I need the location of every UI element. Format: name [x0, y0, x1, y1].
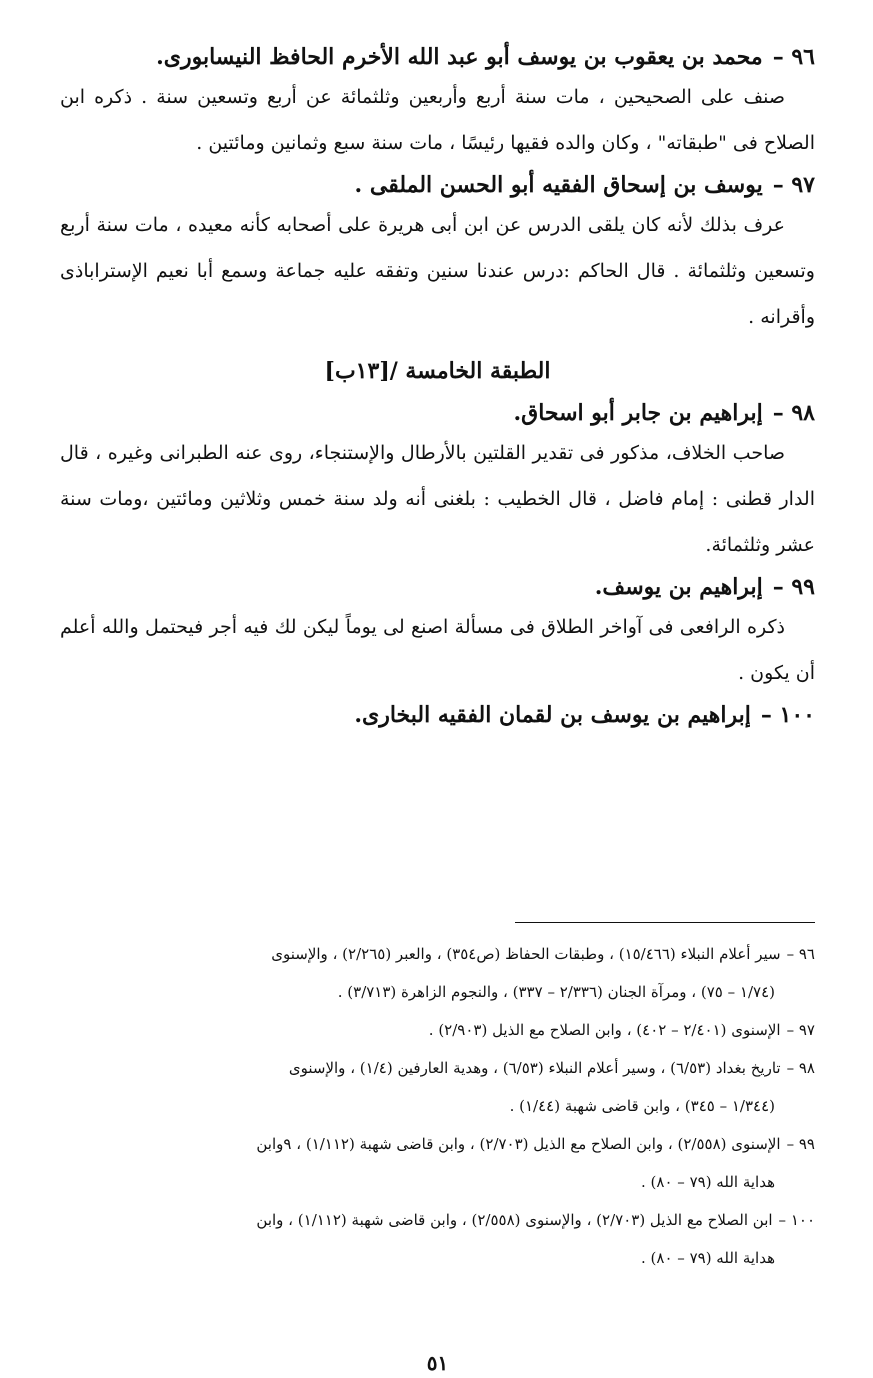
text-line: ذكره ابن الصلاح فى "طبقاته" ، وكان والده فقيها رئيسًا ، مات سنة سبع وثمانين — [60, 86, 815, 154]
entry-title: محمد بن يعقوب بن يوسف أبو عبد الله الأخرم الحافظ النيسابورى. — [156, 44, 763, 70]
entry-paragraph — [60, 430, 815, 568]
footnote-text: تاريخ بغداد (٦/٥٣) ، وسير أعلام النبلاء (٦/٥٣) ، وهدية العارفين (١/٤) ، والإسنوى — [288, 1059, 781, 1077]
entry-number: ٩٧ – — [772, 172, 815, 198]
section-title: الطبقة الخامسة /[١٣ب] — [324, 358, 551, 384]
footnote-text: ابن الصلاح مع الذيل (٢/٧٠٣) ، والإسنوى (٢/٥٥٨) ، وابن قاضى شهبة (١/١١٢) ، وابن — [256, 1211, 773, 1229]
book-page — [60, 40, 815, 1375]
entry-paragraph — [60, 604, 815, 696]
footnote-text: (١/٧٤ – ٧٥) ، ومرآة الجنان (٢/٣٣٦ – ٣٣٧) ، والنجوم الزاهرة (٣/٧١٣) . — [337, 983, 775, 1001]
text-line: وغيره ، قال الدار قطنى : إمام فاضل ، قال الخطيب : بلغنى أنه ولد سنة خمس وثلاثين — [60, 442, 815, 510]
entry-paragraph — [60, 74, 815, 166]
entry-title: إبراهيم بن يوسف بن لقمان الفقيه البخارى. — [354, 702, 751, 728]
entry-100 — [60, 698, 815, 732]
entry-paragraph — [60, 202, 815, 340]
text-line: صنف على الصحيحين ، مات سنة أربع وأربعين وثلثمائة عن أربع وتسعين سنة . — [141, 86, 785, 108]
text-line: ومائتين ،ومات سنة عشر وثلثمائة. — [60, 488, 815, 556]
text-line: ومائتين . — [196, 132, 265, 154]
entry-98 — [60, 396, 815, 568]
entry-title: إبراهيم بن جابر أبو اسحاق. — [513, 400, 763, 426]
entry-number: ٩٨ – — [772, 400, 815, 426]
footnote — [60, 1125, 815, 1201]
footnotes — [60, 935, 815, 1277]
entry-heading — [60, 168, 815, 202]
text-line: أبا نعيم الإستراباذى وأقرانه . — [60, 260, 815, 328]
entry-heading — [60, 570, 815, 604]
footnote-text: الإسنوى (٢/٥٥٨) ، وابن الصلاح مع الذيل (٢/٧٠٣) ، وابن قاضى شهبة (١/١١٢) ، ٩وابن — [256, 1135, 781, 1153]
text-line: مات سنة أربع وتسعين وثلثمائة . قال الحاكم :درس عندنا سنين وتفقه عليه جماعة وسمع — [60, 214, 815, 282]
text-line: والله أعلم أن يكون . — [60, 616, 815, 684]
entry-97 — [60, 168, 815, 340]
entry-number: ٩٩ – — [772, 574, 815, 600]
entry-heading — [60, 396, 815, 430]
page-number: ٥١ — [426, 1351, 449, 1375]
footnote-number: ٩٧ – — [786, 1021, 815, 1039]
footnote-number: ٩٨ – — [786, 1059, 815, 1077]
footnote-divider — [515, 922, 815, 923]
footnote-number: ٩٦ – — [786, 945, 815, 963]
footnote-number: ١٠٠ – — [778, 1211, 815, 1229]
footnote-text: (١/٣٤٤ – ٣٤٥) ، وابن قاضى شهبة (١/٤٤) . — [509, 1097, 775, 1115]
entry-heading — [60, 40, 815, 74]
entry-99 — [60, 570, 815, 696]
footnote-number: ٩٩ – — [786, 1135, 815, 1153]
footnote-text: سير أعلام النبلاء (١٥/٤٦٦) ، وطبقات الحفاظ (ص٣٥٤) ، والعبر (٢/٢٦٥) ، والإسنوى — [271, 945, 781, 963]
text-line: ذكره الرافعى فى آواخر الطلاق فى مسألة اصنع لى يوماً ليكن لك فيه أجر فيحتمل — [144, 616, 785, 638]
entry-title: إبراهيم بن يوسف. — [594, 574, 763, 600]
footnote — [60, 935, 815, 1011]
text-line: عرف بذلك لأنه كان يلقى الدرس عن ابن أبى هريرة على أصحابه كأنه معيده ، — [175, 214, 785, 236]
entry-title: يوسف بن إسحاق الفقيه أبو الحسن الملقى . — [354, 172, 763, 198]
text-line: صاحب الخلاف، مذكور فى تقدير القلتين بالأرطال والإستنجاء، روى عنه الطبرانى — [159, 442, 785, 464]
footnote — [60, 1011, 815, 1049]
footnote-text: الإسنوى (٢/٤٠١ – ٤٠٢) ، وابن الصلاح مع الذيل (٢/٩٠٣) . — [428, 1021, 781, 1039]
footnote-text: هداية الله (٧٩ – ٨٠) . — [641, 1173, 775, 1191]
footnote — [60, 1049, 815, 1125]
main-text — [60, 40, 815, 732]
entry-number: ٩٦ – — [772, 44, 815, 70]
footnote-text: هداية الله (٧٩ – ٨٠) . — [641, 1249, 775, 1267]
entry-96 — [60, 40, 815, 166]
footnote — [60, 1201, 815, 1277]
entry-heading — [60, 698, 815, 732]
entry-number: ١٠٠ – — [760, 702, 815, 728]
